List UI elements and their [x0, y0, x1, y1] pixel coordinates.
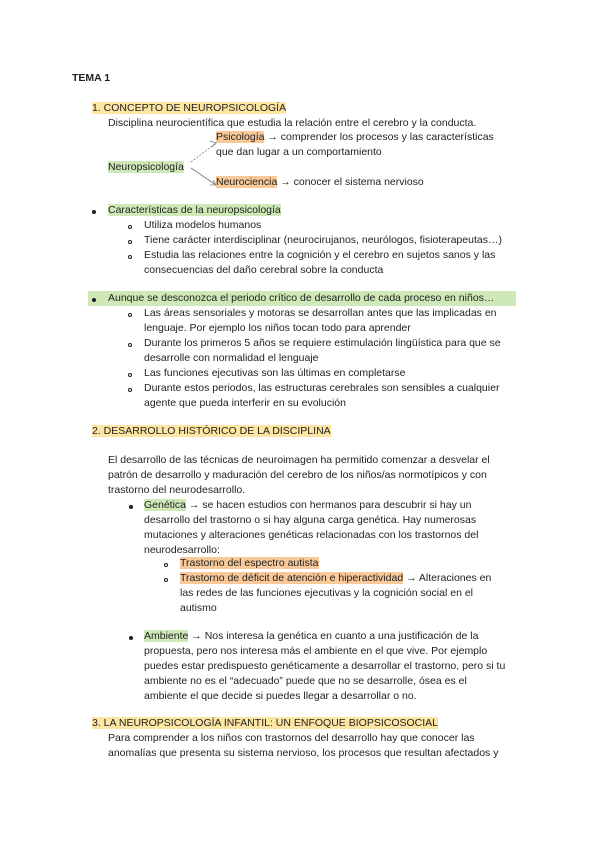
ambiente-desc: → Nos interesa la genética en cuanto a una justificación de la [188, 630, 479, 642]
neuropsicologia-term: Neuropsicología [108, 161, 184, 173]
ambiente-line: ambiente no es el “adecuado” puede que no se desarrolle, ósea es el [144, 675, 467, 687]
periodo-label [88, 291, 516, 306]
s2-intro-line: patrón de desarrollo y maduración del cerebro de los niños/as normotípicos y con [108, 469, 487, 481]
s3-line: anomalías que presenta su sistema nervioso, los procesos que resultan afectados y [108, 747, 499, 759]
section-3-heading [92, 716, 438, 731]
genetica-term: Genética [144, 499, 187, 511]
bullet-icon [129, 636, 133, 640]
tdah-term: Trastorno de déficit de atención e hiperactividad [180, 572, 404, 584]
periodo-item-cont: lenguaje. Por ejemplo los niños tocan todo para aprender [144, 322, 411, 334]
psicologia-desc-line-2: que dan lugar a un comportamiento [216, 146, 382, 158]
sub-bullet-icon [128, 388, 132, 392]
diagram-connectors [190, 138, 218, 188]
bullet-icon [92, 298, 96, 302]
psicologia-desc: → comprender los procesos y las características [264, 131, 494, 143]
caract-item: Estudia las relaciones entre la cognición y el cerebro en sujetos sanos y las [144, 249, 496, 261]
caract-label-text: Características de la neuropsicología [108, 204, 281, 216]
caract-label [108, 203, 281, 218]
genetica-line [144, 498, 471, 513]
tdah-line: autismo [180, 602, 217, 614]
s2-intro-line: trastorno del neurodesarrollo. [108, 484, 246, 496]
sub-bullet-icon [128, 313, 132, 317]
sub-bullet-icon [164, 578, 168, 582]
periodo-item: Las funciones ejecutivas son las últimas en completarse [144, 367, 406, 379]
ambiente-line: propuesta, pero nos interesa más el ambiente en el que vive. Por ejemplo [144, 645, 488, 657]
tea-text: Trastorno del espectro autista [180, 557, 319, 569]
ambiente-line: puedes estar predispuesto genéticamente a desarrollar el trastorno, pero si tu [144, 660, 506, 672]
periodo-item-cont: agente que pueda interferir en su evolución [144, 397, 346, 409]
sub-bullet-icon [128, 373, 132, 377]
caract-item: Tiene carácter interdisciplinar (neurocirujanos, neurólogos, fisioterapeutas…) [144, 234, 502, 246]
section-2-heading [92, 424, 331, 439]
tema-title: TEMA 1 [72, 72, 111, 84]
genetica-line: mutaciones y alteraciones genéticas relacionadas con los trastornos del [144, 529, 479, 541]
tdah-item [180, 571, 491, 586]
ambiente-line: ambiente el que decide si puedes llegar a desarrollar o no. [144, 690, 417, 702]
diagram-psicologia [216, 130, 494, 145]
definition-text: Disciplina neurocientífica que estudia la relación entre el cerebro y la conducta. [108, 117, 477, 129]
caract-item: Utiliza modelos humanos [144, 219, 262, 231]
s2-intro-line: El desarrollo de las técnicas de neuroimagen ha permitido comenzar a desvelar el [108, 454, 490, 466]
genetica-desc: → se hacen estudios con hermanos para descubrir si hay un [186, 499, 472, 511]
section-2-heading-text: 2. DESARROLLO HISTÓRICO DE LA DISCIPLINA [92, 425, 331, 437]
neurociencia-term: Neurociencia [216, 176, 278, 188]
tdah-desc: → Alteraciones en [403, 572, 492, 584]
neurociencia-desc: → conocer el sistema nervioso [277, 176, 424, 188]
periodo-item: Durante los primeros 5 años se requiere estimulación lingüística para que se [144, 337, 501, 349]
caract-item-cont: consecuencias del daño cerebral sobre la conducta [144, 264, 384, 276]
bullet-icon [92, 210, 96, 214]
periodo-item: Durante estos periodos, las estructuras cerebrales son sensibles a cualquier [144, 382, 500, 394]
tdah-line: las redes de las funciones ejecutivas y la cognición social en el [180, 587, 474, 599]
periodo-item-cont: desarrolle con normalidad el lenguaje [144, 352, 319, 364]
sub-bullet-icon [128, 255, 132, 259]
genetica-line: desarrollo del trastorno o si hay alguna carga genética. Hay numerosas [144, 514, 477, 526]
diagram-root [108, 160, 184, 175]
sub-bullet-icon [164, 563, 168, 567]
sub-bullet-icon [128, 225, 132, 229]
genetica-line: neurodesarrollo: [144, 544, 220, 556]
s3-line: Para comprender a los niños con trastornos del desarrollo hay que conocer las [108, 732, 475, 744]
section-3-heading-text: 3. LA NEUROPSICOLOGÍA INFANTIL: UN ENFOQUE BIOPSICOSOCIAL [92, 717, 439, 729]
tea-item [180, 556, 319, 571]
sub-bullet-icon [128, 240, 132, 244]
diagram-neurociencia [216, 175, 424, 190]
ambiente-term: Ambiente [144, 630, 189, 642]
section-1-heading-text: 1. CONCEPTO DE NEUROPSICOLOGÍA [92, 102, 287, 114]
periodo-label-text: Aunque se desconozca el periodo crítico de desarrollo de cada proceso en niños… [108, 292, 495, 304]
section-1-heading [92, 101, 286, 116]
bullet-icon [129, 505, 133, 509]
psicologia-term: Psicología [216, 131, 265, 143]
ambiente-line [144, 629, 478, 644]
sub-bullet-icon [128, 343, 132, 347]
periodo-item: Las áreas sensoriales y motoras se desarrollan antes que las implicadas en [144, 307, 497, 319]
